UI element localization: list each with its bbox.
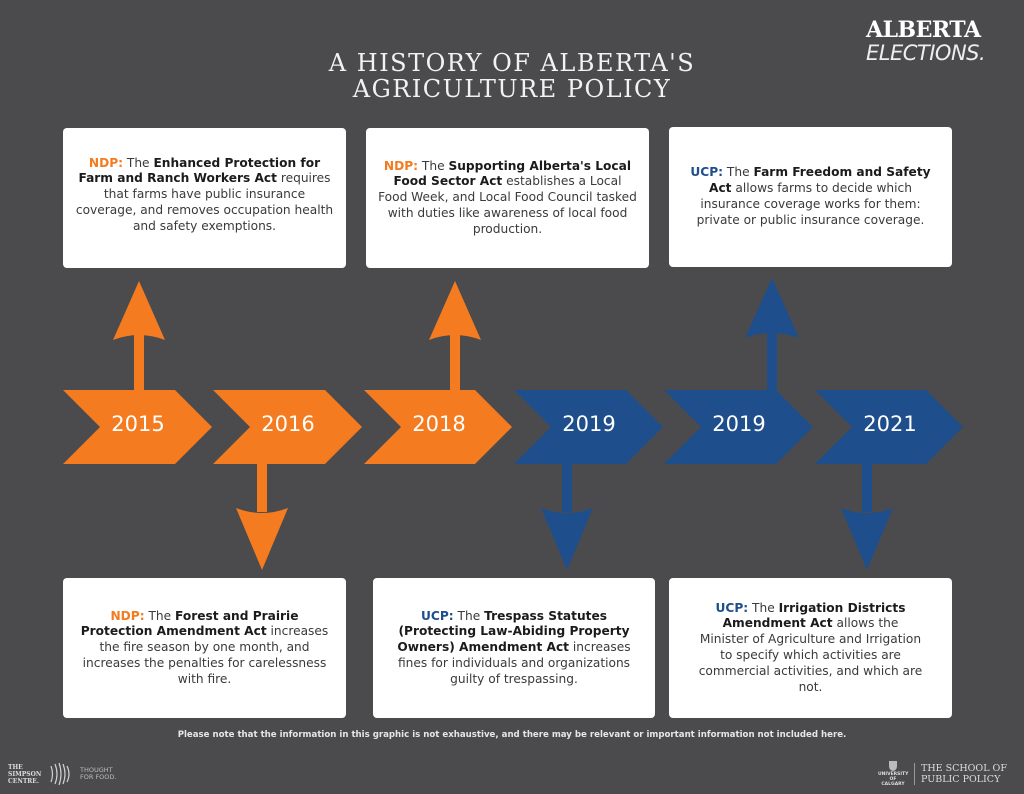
arrow-down-icon-2019 <box>541 462 593 570</box>
university-name: UNIVERSITY OF CALGARY <box>878 772 909 787</box>
party-label: NDP: <box>110 608 145 623</box>
brand-line-1: ALBERTA <box>866 17 981 43</box>
title-line-1: A HISTORY OF ALBERTA'S <box>328 49 696 77</box>
party-label: UCP: <box>421 608 454 623</box>
act-name: Irrigation Districts Amendment Act <box>722 600 906 631</box>
arrow-down-icon-2021 <box>841 462 893 570</box>
simpson-centre-logo <box>8 762 120 786</box>
school-of-public-policy-logo <box>878 760 1011 787</box>
event-card-2016: NDP: The Forest and Prairie Protection Amendment Act increases the fire season by one month, and increases the penalties for carelessness with fire. <box>63 578 346 718</box>
act-description: establishes a Local Food Week, and Local Food Council tasked with duties like awareness of local food production. <box>378 174 637 236</box>
arrow-up-icon-2015 <box>113 281 165 392</box>
school-name: THE SCHOOL OF PUBLIC POLICY <box>921 762 1007 785</box>
simpson-centre-name: THE SIMPSON CENTRE. <box>8 763 42 785</box>
act-name: Trespass Statutes (Protecting Law-Abiding Property Owners) Amendment Act <box>397 608 630 655</box>
logo-divider <box>914 763 915 785</box>
act-description: requires that farms have public insurance coverage, and removes occupation health and safety exemptions. <box>75 171 334 233</box>
act-name: Supporting Alberta's Local Food Sector Act <box>393 158 632 189</box>
year-label-2016: 2016 <box>261 412 315 436</box>
act-description: increases the fire season by one month, and increases the penalties for carelessness with fire. <box>82 624 329 686</box>
event-card-2019-farm-freedom: UCP: The Farm Freedom and Safety Act allows farms to decide which insurance coverage works for them: private or public insurance coverage. <box>669 127 952 267</box>
crest-icon <box>888 760 898 772</box>
event-card-2015: NDP: The Enhanced Protection for Farm and Ranch Workers Act requires that farms have public insurance coverage, and removes occupation health and safety exemptions. <box>63 128 346 268</box>
act-name: Farm Freedom and Safety Act <box>709 165 931 196</box>
arrow-up-icon-2018 <box>429 281 481 392</box>
party-label: NDP: <box>88 155 124 170</box>
year-label-2019a: 2019 <box>562 412 616 436</box>
party-label: UCP: <box>715 600 749 615</box>
wave-icon <box>48 762 74 786</box>
year-label-2021: 2021 <box>863 412 917 436</box>
event-card-2019-trespass: UCP: The Trespass Statutes (Protecting Law-Abiding Property Owners) Amendment Act increases fines for individuals and organizations guilty of trespassing. <box>373 578 655 718</box>
title-line-2: AGRICULTURE POLICY <box>352 75 672 103</box>
thought-for-food-tagline: THOUGHT FOR FOOD. <box>80 766 117 781</box>
disclaimer-note: Please note that the information in this graphic is not exhaustive, and there may be relevant or important information not included here. <box>177 730 847 740</box>
act-description: increases fines for individuals and organizations guilty of trespassing. <box>397 640 631 686</box>
act-description: allows the Minister of Agriculture and Irrigation to specify which activities are commercial activities, and which are not. <box>698 616 923 694</box>
year-label-2019b: 2019 <box>712 412 766 436</box>
event-card-2018: NDP: The Supporting Alberta's Local Food Sector Act establishes a Local Food Week, and Local Food Council tasked with duties like awareness of local food production. <box>366 128 649 268</box>
act-name: Enhanced Protection for Farm and Ranch Workers Act <box>78 155 321 186</box>
act-name: Forest and Prairie Protection Amendment Act <box>80 608 299 639</box>
arrow-down-icon-2016 <box>236 462 288 570</box>
year-label-2018: 2018 <box>412 412 466 436</box>
party-label: NDP: <box>383 158 419 173</box>
university-of-calgary-logo <box>878 760 908 787</box>
arrow-up-icon-2019 <box>745 278 799 392</box>
act-description: allows farms to decide which insurance coverage works for them: private or public insurance coverage. <box>696 181 925 227</box>
year-label-2015: 2015 <box>111 412 165 436</box>
party-label: UCP: <box>690 165 724 180</box>
brand-line-2: ELECTIONS. <box>866 41 986 65</box>
event-card-2021: UCP: The Irrigation Districts Amendment Act allows the Minister of Agriculture and Irrigation to specify which activities are commercial activities, and which are not. <box>669 578 952 718</box>
